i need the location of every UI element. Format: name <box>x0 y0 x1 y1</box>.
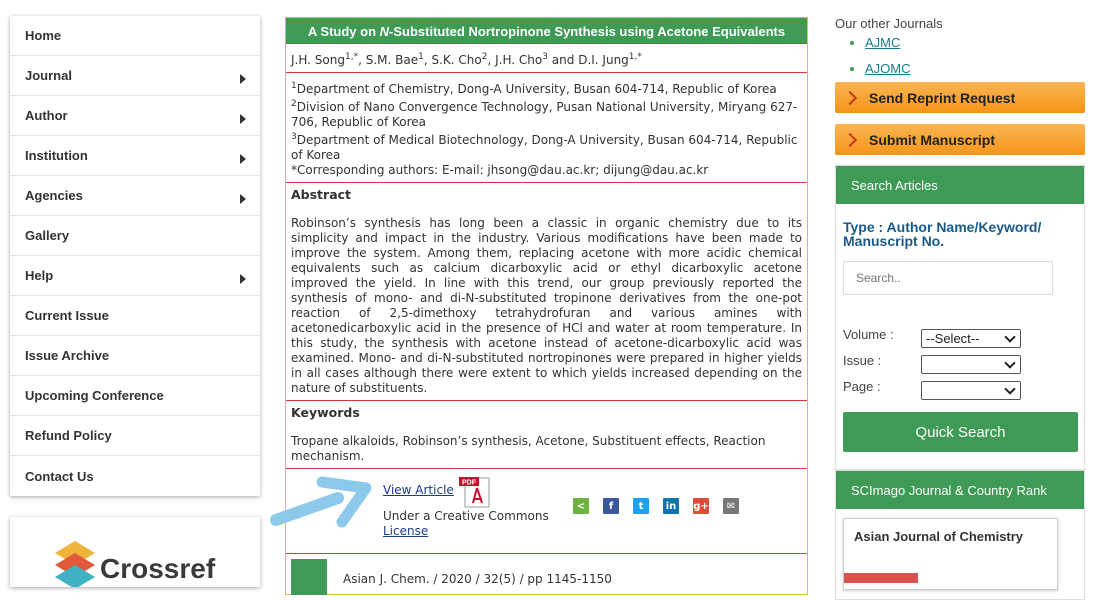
chevron-right-icon <box>843 90 857 104</box>
twitter-icon[interactable]: t <box>633 498 649 514</box>
issue-label: Issue : <box>843 353 882 368</box>
sidebar-item-institution[interactable] <box>10 136 260 176</box>
google-plus-icon[interactable]: g+ <box>693 498 709 514</box>
affiliation: $^3$Department of Medical Biotechnology, Dong-A University, Busan 604-714, Republic of Korea <box>291 132 798 162</box>
sidebar-item-label: Current Issue <box>25 308 109 323</box>
sidebar-item-label: Help <box>25 268 54 283</box>
article-title: A Study on N-Substituted Nortropinone Synthesis using Acetone Equivalents <box>286 18 807 43</box>
journal-link-ajomc[interactable]: AJOMC <box>865 61 911 76</box>
share-icon[interactable]: < <box>573 498 589 514</box>
scimago-widget[interactable] <box>843 518 1058 590</box>
search-input[interactable] <box>843 261 1053 295</box>
caret-right-icon <box>240 194 246 204</box>
sidebar-item-label: Upcoming Conference <box>25 388 164 403</box>
scimago-heading: SCImago Journal & Country Rank <box>836 471 1084 509</box>
crossref-logo[interactable] <box>10 517 260 587</box>
volume-select[interactable]: --Select-- <box>921 329 1021 348</box>
pdf-badge-text: PDF <box>462 479 476 487</box>
right-column <box>835 16 1085 544</box>
share-buttons <box>573 498 739 514</box>
sidebar-item-issue-archive[interactable] <box>10 336 260 376</box>
caret-right-icon <box>240 154 246 164</box>
sidebar-item-label: Gallery <box>25 228 70 243</box>
chevron-down-icon <box>1004 383 1015 394</box>
sidebar-item-label: Issue Archive <box>25 348 110 363</box>
license-link[interactable]: License <box>383 524 429 538</box>
sidebar-item-label: Contact Us <box>25 468 94 484</box>
sidebar-item-label: Agencies <box>25 188 83 203</box>
other-journals-list <box>835 35 1085 76</box>
sidebar-item-home[interactable] <box>10 16 260 56</box>
scimago-panel <box>835 470 1085 600</box>
sidebar-item-contact-us[interactable] <box>10 456 260 496</box>
list-item <box>865 35 1085 50</box>
keywords-section <box>286 400 807 468</box>
sidebar-nav <box>10 16 260 496</box>
sidebar-item-label: Home <box>25 28 62 43</box>
sidebar-item-author[interactable] <box>10 96 260 136</box>
scimago-journal-name: Asian Journal of Chemistry <box>854 529 1024 544</box>
crossref-text: Crossref <box>100 553 216 584</box>
chevron-down-icon <box>1004 331 1015 342</box>
sidebar-item-upcoming-conference[interactable] <box>10 376 260 416</box>
arrow-annotation-icon <box>270 470 380 530</box>
sidebar-item-current-issue[interactable] <box>10 296 260 336</box>
authors: J.H. Song$^{1,*}$, S.M. Bae$^1$, S.K. Cho$^2$, J.H. Cho$^3$ and D.I. Jung$^{1,*}$ <box>286 43 807 72</box>
sidebar-item-gallery[interactable] <box>10 216 260 256</box>
email-icon[interactable]: ✉ <box>723 498 739 514</box>
chevron-down-icon <box>1004 357 1015 368</box>
affiliation: $^1$Department of Chemistry, Dong-A University, Busan 604-714, Republic of Korea <box>291 81 777 96</box>
sidebar-item-label: Journal <box>25 68 72 83</box>
citation-text: Asian J. Chem. / 2020 / 32(5) / pp 1145-1150 <box>343 572 612 586</box>
issue-select[interactable] <box>921 355 1021 374</box>
page-select[interactable] <box>921 381 1021 400</box>
send-reprint-button[interactable]: Send Reprint Request <box>835 82 1085 113</box>
sidebar-item-agencies[interactable] <box>10 176 260 216</box>
sidebar-item-help[interactable] <box>10 256 260 296</box>
citation-row <box>286 553 807 594</box>
quick-search-button[interactable]: Quick Search <box>843 412 1078 452</box>
caret-right-icon <box>240 114 246 124</box>
citation-icon <box>291 559 327 595</box>
crossref-mark-icon <box>53 531 103 587</box>
affiliation: $^2$Division of Nano Convergence Technology, Pusan National University, Miryang 627-706, Republic of Korea <box>291 99 798 129</box>
sidebar-item-label: Refund Policy <box>25 428 112 443</box>
sidebar-item-label: Institution <box>25 148 88 163</box>
other-journals-heading: Our other Journals <box>835 16 943 31</box>
abstract-section <box>286 182 807 400</box>
caret-right-icon <box>240 74 246 84</box>
sidebar-item-journal[interactable] <box>10 56 260 96</box>
license-text: Under a Creative Commons License <box>383 509 549 538</box>
facebook-icon[interactable]: f <box>603 498 619 514</box>
caret-right-icon <box>240 274 246 284</box>
sidebar-item-refund-policy[interactable] <box>10 416 260 456</box>
affiliations <box>286 72 807 182</box>
pdf-icon[interactable] <box>458 475 492 509</box>
view-article-link[interactable]: View Article <box>383 483 454 497</box>
sidebar-item-label: Author <box>25 108 68 123</box>
abstract-text: Robinson’s synthesis has long been a classic in organic chemistry due to its simplicity and impact in the industry. Various modifications have been made to improve the system. Among them, replacing acetone with more acidic chemical equivalents such as calcium dicarboxylic acid or ethyl dicarboxylic acetone improved the yield. In line with this trend, our group previously reported the synthesis of mono- and di-N-substituted tropinone derivatives from the one-pot reaction of 2,5-dimethoxy tetrahydrofuran and various amines with acetonedicarboxylic acid in the presence of HCl and water at room temperature. In this study, the synthesis with acetone instead of acetone-dicarboxylic acid was examined. Mono- and di-N-substituted nortropinones were prepared in higher yields in all cases although there were extent to which yields increased depending on the nature of substituents. <box>291 216 802 395</box>
corresponding-author: *Corresponding authors: E-mail: jhsong@dau.ac.kr; dijung@dau.ac.kr <box>291 163 709 177</box>
volume-label: Volume : <box>843 327 894 342</box>
search-type-label: Type : Author Name/Keyword/ Manuscript No. <box>843 219 1042 249</box>
list-item <box>865 61 1085 76</box>
submit-manuscript-button[interactable]: Submit Manuscript <box>835 124 1085 155</box>
page-label: Page : <box>843 379 881 394</box>
search-heading: Search Articles <box>836 166 1084 204</box>
journal-link-ajmc[interactable]: AJMC <box>865 35 901 50</box>
abstract-heading: Abstract <box>291 187 352 202</box>
keywords-text: Tropane alkaloids, Robinson’s synthesis, Acetone, Substituent effects, Reaction mechanism. <box>291 434 766 463</box>
chevron-right-icon <box>843 132 857 146</box>
keywords-heading: Keywords <box>291 405 360 420</box>
search-panel <box>835 165 1085 470</box>
linkedin-icon[interactable]: in <box>663 498 679 514</box>
